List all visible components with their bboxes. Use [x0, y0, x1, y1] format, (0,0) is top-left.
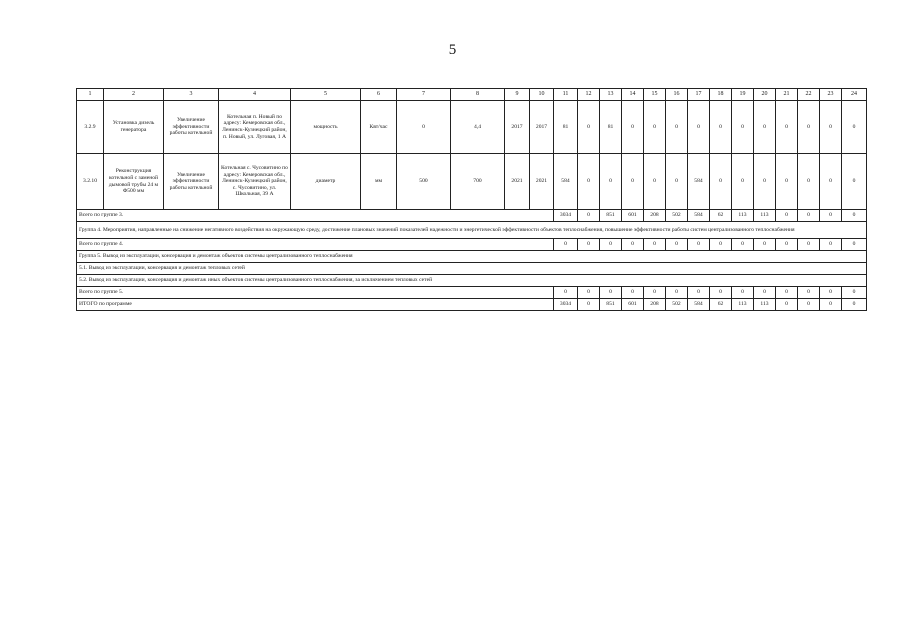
value-cell: 0: [842, 299, 867, 311]
item-unit: Квт/час: [361, 101, 397, 154]
item-value-after: 700: [451, 154, 505, 210]
value-cell: 3034: [554, 210, 578, 222]
value-cell: 502: [666, 299, 688, 311]
value-cell: 851: [600, 210, 622, 222]
value-cell: 0: [578, 299, 600, 311]
value-cell: 62: [710, 210, 732, 222]
header-cell: 20: [754, 89, 776, 101]
value-cell: 0: [710, 154, 732, 210]
value-cell: 0: [688, 101, 710, 154]
value-cell: 0: [622, 239, 644, 251]
value-cell: 0: [820, 101, 842, 154]
value-cell: 0: [842, 154, 867, 210]
header-cell: 5: [291, 89, 361, 101]
group5-title-row: [77, 251, 867, 263]
value-cell: 0: [820, 287, 842, 299]
total-label: Всего по группе 3.: [77, 210, 554, 222]
value-cell: 0: [554, 239, 578, 251]
value-cell: 113: [754, 299, 776, 311]
value-cell: 0: [732, 154, 754, 210]
item-year-start: 2021: [505, 154, 530, 210]
value-cell: 81: [600, 101, 622, 154]
item-location: Котельная с. Чусовитино по адресу: Кемеровская обл., Ленинск-Кузнецкий район, с. Чусовитино, ул. Школьная, 39 А: [219, 154, 291, 210]
value-cell: 0: [842, 239, 867, 251]
value-cell: 0: [644, 287, 666, 299]
total-label: ИТОГО по программе: [77, 299, 554, 311]
value-cell: 0: [798, 239, 820, 251]
value-cell: 62: [710, 299, 732, 311]
value-cell: 0: [842, 210, 867, 222]
value-cell: 208: [644, 210, 666, 222]
subgroup-title: 5.2. Вывод из эксплуатации, консервация и демонтаж иных объектов системы централизованного теплоснабжения, за исключением тепловых сетей: [77, 275, 867, 287]
header-cell: 18: [710, 89, 732, 101]
value-cell: 0: [622, 101, 644, 154]
item-name: Реконструкция котельной с заменой дымовой трубы 24 м Ф500 мм: [104, 154, 164, 210]
item-indicator: мощность: [291, 101, 361, 154]
subgroup-5-1-row: [77, 263, 867, 275]
column-number-row: [77, 89, 867, 101]
header-cell: 23: [820, 89, 842, 101]
value-cell: 0: [578, 210, 600, 222]
value-cell: 0: [732, 239, 754, 251]
header-cell: 24: [842, 89, 867, 101]
header-cell: 16: [666, 89, 688, 101]
header-cell: 1: [77, 89, 104, 101]
value-cell: 0: [820, 299, 842, 311]
value-cell: 0: [754, 101, 776, 154]
table-row: [77, 101, 867, 154]
value-cell: 0: [776, 154, 798, 210]
total-row-group4: [77, 239, 867, 251]
group-title: Группа 4. Мероприятия, направленные на снижение негативного воздействия на окружающую среду, достижение плановых значений показателей надежности и энергетической эффективности объектов теплоснабжения, повышение эффективности работы систем централизованного теплоснабжения: [77, 222, 867, 239]
header-cell: 6: [361, 89, 397, 101]
value-cell: 0: [600, 287, 622, 299]
value-cell: 0: [688, 239, 710, 251]
header-cell: 9: [505, 89, 530, 101]
value-cell: 0: [666, 101, 688, 154]
value-cell: 584: [688, 154, 710, 210]
value-cell: 208: [644, 299, 666, 311]
header-cell: 2: [104, 89, 164, 101]
value-cell: 0: [820, 239, 842, 251]
header-cell: 13: [600, 89, 622, 101]
value-cell: 0: [578, 287, 600, 299]
item-purpose: Увеличение эффективности работы котельной: [164, 101, 219, 154]
item-value-after: 4,4: [451, 101, 505, 154]
value-cell: 502: [666, 210, 688, 222]
header-cell: 8: [451, 89, 505, 101]
value-cell: 0: [732, 101, 754, 154]
item-year-end: 2017: [530, 101, 554, 154]
value-cell: 0: [798, 154, 820, 210]
value-cell: 0: [754, 287, 776, 299]
value-cell: 584: [688, 210, 710, 222]
value-cell: 0: [798, 287, 820, 299]
group4-title-row: [77, 222, 867, 239]
header-cell: 15: [644, 89, 666, 101]
value-cell: 851: [600, 299, 622, 311]
value-cell: 0: [732, 287, 754, 299]
value-cell: 0: [600, 239, 622, 251]
value-cell: 0: [776, 299, 798, 311]
value-cell: 601: [622, 210, 644, 222]
header-cell: 17: [688, 89, 710, 101]
item-name: Установка дизель генератора: [104, 101, 164, 154]
header-cell: 22: [798, 89, 820, 101]
value-cell: 3034: [554, 299, 578, 311]
item-year-start: 2017: [505, 101, 530, 154]
value-cell: 0: [820, 210, 842, 222]
header-cell: 14: [622, 89, 644, 101]
value-cell: 0: [776, 239, 798, 251]
value-cell: 113: [732, 210, 754, 222]
header-cell: 7: [397, 89, 451, 101]
value-cell: 0: [820, 154, 842, 210]
header-cell: 12: [578, 89, 600, 101]
total-label: Всего по группе 5.: [77, 287, 554, 299]
value-cell: 0: [622, 154, 644, 210]
page-number: 5: [448, 42, 457, 58]
item-location: Котельная п. Новый по адресу: Кемеровская обл., Ленинск-Кузнецкий район, п. Новый, ул. Луговая, 1 А: [219, 101, 291, 154]
header-cell: 10: [530, 89, 554, 101]
total-row-program: [77, 299, 867, 311]
value-cell: 0: [688, 287, 710, 299]
value-cell: 0: [710, 239, 732, 251]
value-cell: 0: [666, 287, 688, 299]
value-cell: 0: [578, 101, 600, 154]
value-cell: 0: [754, 154, 776, 210]
value-cell: 0: [644, 239, 666, 251]
header-cell: 19: [732, 89, 754, 101]
group-title: Группа 5. Вывод из эксплуатации, консервация и демонтаж объектов системы централизованного теплоснабжения: [77, 251, 867, 263]
value-cell: 0: [710, 287, 732, 299]
investment-program-table: [76, 88, 867, 311]
value-cell: 0: [776, 287, 798, 299]
value-cell: 0: [666, 154, 688, 210]
header-cell: 11: [554, 89, 578, 101]
value-cell: 0: [578, 154, 600, 210]
item-purpose: Увеличение эффективности работы котельной: [164, 154, 219, 210]
value-cell: 0: [666, 239, 688, 251]
header-cell: 21: [776, 89, 798, 101]
item-indicator: диаметр: [291, 154, 361, 210]
total-row-group3: [77, 210, 867, 222]
value-cell: 0: [578, 239, 600, 251]
table-row: [77, 154, 867, 210]
total-label: Всего по группе 4.: [77, 239, 554, 251]
subgroup-title: 5.1. Вывод из эксплуатации, консервация и демонтаж тепловых сетей: [77, 263, 867, 275]
subgroup-5-2-row: [77, 275, 867, 287]
value-cell: 0: [798, 101, 820, 154]
value-cell: 0: [600, 154, 622, 210]
value-cell: 0: [644, 154, 666, 210]
value-cell: 0: [842, 101, 867, 154]
item-value-before: 500: [397, 154, 451, 210]
value-cell: 0: [644, 101, 666, 154]
value-cell: 0: [798, 299, 820, 311]
value-cell: 584: [688, 299, 710, 311]
item-unit: мм: [361, 154, 397, 210]
value-cell: 0: [798, 210, 820, 222]
value-cell: 0: [776, 101, 798, 154]
value-cell: 601: [622, 299, 644, 311]
item-year-end: 2021: [530, 154, 554, 210]
value-cell: 0: [754, 239, 776, 251]
value-cell: 0: [554, 287, 578, 299]
value-cell: 0: [622, 287, 644, 299]
value-cell: 81: [554, 101, 578, 154]
value-cell: 0: [776, 210, 798, 222]
value-cell: 0: [842, 287, 867, 299]
item-number: 3.2.9: [77, 101, 104, 154]
value-cell: 113: [754, 210, 776, 222]
value-cell: 113: [732, 299, 754, 311]
value-cell: 584: [554, 154, 578, 210]
value-cell: 0: [710, 101, 732, 154]
header-cell: 4: [219, 89, 291, 101]
total-row-group5: [77, 287, 867, 299]
header-cell: 3: [164, 89, 219, 101]
item-value-before: 0: [397, 101, 451, 154]
item-number: 3.2.10: [77, 154, 104, 210]
